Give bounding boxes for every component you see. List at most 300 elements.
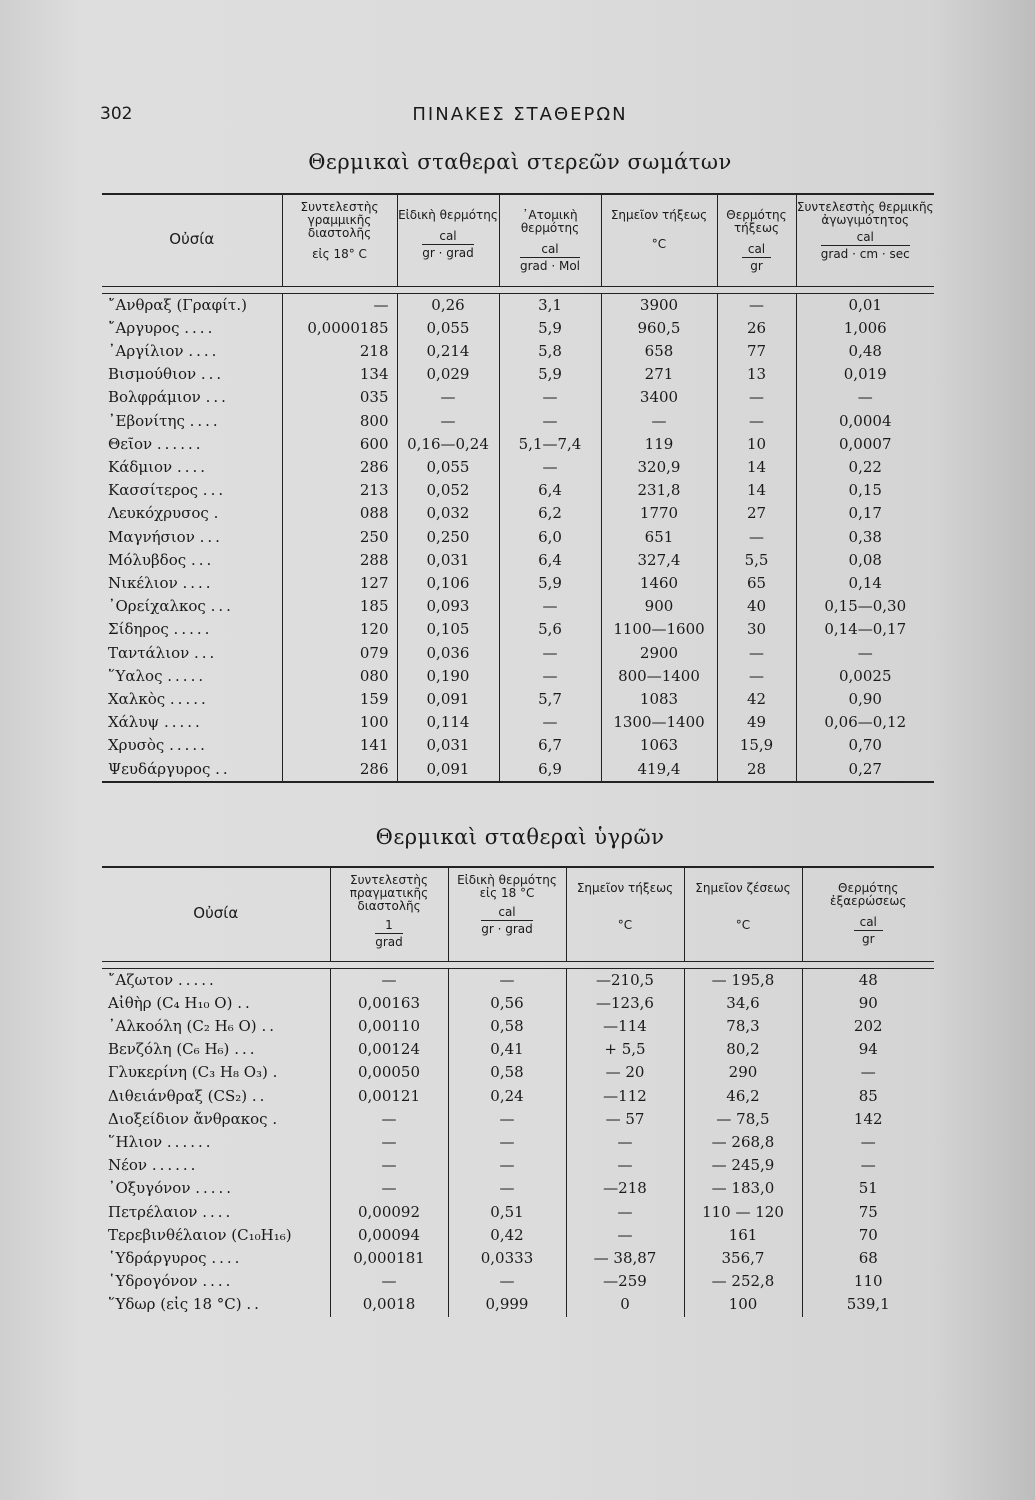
expansion-value: 600 [282, 433, 397, 456]
table-row [102, 1247, 934, 1270]
specific-heat-value: 0,58 [448, 1061, 566, 1084]
table-row [102, 526, 934, 549]
leader-dots: .... [176, 457, 209, 476]
specific-heat-value: 0,055 [397, 456, 499, 479]
boiling-point-value: 290 [684, 1061, 802, 1084]
expansion-value: — [330, 1270, 448, 1293]
conductivity-value: 0,70 [796, 734, 934, 757]
fusion-heat-value: 28 [717, 758, 796, 782]
melting-point-value: —210,5 [566, 968, 684, 992]
substance-name [102, 479, 282, 502]
melting-point-value: 658 [601, 340, 717, 363]
table-row [102, 502, 934, 525]
melting-point-value: —123,6 [566, 992, 684, 1015]
leader-dots: ..... [169, 736, 208, 755]
expansion-value: 159 [282, 688, 397, 711]
conductivity-value: 0,90 [796, 688, 934, 711]
leader-dots: .... [182, 573, 214, 592]
boiling-point-value: 34,6 [684, 992, 802, 1015]
specific-heat-value: 0,42 [448, 1224, 566, 1247]
fusion-heat-value: 26 [717, 317, 796, 340]
expansion-value: 120 [282, 618, 397, 641]
atomic-heat-value: 6,7 [499, 734, 601, 757]
substance-label: Βισμούθιον [108, 365, 197, 384]
table-row [102, 293, 934, 317]
atomic-heat-value: — [499, 386, 601, 409]
leader-dots: . [272, 1063, 281, 1082]
expansion-value: 035 [282, 386, 397, 409]
substance-name [102, 433, 282, 456]
specific-heat-value: — [397, 386, 499, 409]
leader-dots: .. [246, 1295, 262, 1314]
boiling-point-value: 100 [684, 1293, 802, 1316]
boiling-point-value: 46,2 [684, 1085, 802, 1108]
atomic-heat-value: 5,8 [499, 340, 601, 363]
expansion-value: 286 [282, 456, 397, 479]
conductivity-value: — [796, 642, 934, 665]
melting-point-value: 2900 [601, 642, 717, 665]
atomic-heat-value: — [499, 711, 601, 734]
atomic-heat-value: — [499, 595, 601, 618]
substance-label: ῎Αζωτον [108, 970, 174, 989]
liq-col-vaporization: Θερμότης ἐξαερώσεως $\frac{\text{cal}}{gr}$ [802, 867, 934, 961]
specific-heat-value: 0,091 [397, 688, 499, 711]
col-fusion-heat: Θερμότης τήξεως $\frac{\text{cal}}{gr}$ [717, 194, 796, 286]
specific-heat-value: 0,999 [448, 1293, 566, 1316]
substance-name [102, 1131, 330, 1154]
substance-label: Σίδηρος [108, 620, 169, 639]
leader-dots: ... [190, 550, 215, 569]
specific-heat-value: — [448, 1131, 566, 1154]
substance-name [102, 758, 282, 782]
atomic-heat-value: 5,9 [499, 317, 601, 340]
atomic-heat-value: 5,6 [499, 618, 601, 641]
leader-dots: ..... [167, 666, 207, 685]
substance-name [102, 386, 282, 409]
expansion-value: 800 [282, 410, 397, 433]
table-row [102, 1108, 934, 1131]
melting-point-value: —112 [566, 1085, 684, 1108]
boiling-point-value: 110 — 120 [684, 1201, 802, 1224]
leader-dots: ..... [177, 970, 217, 989]
conductivity-value: 0,0007 [796, 433, 934, 456]
atomic-heat-value: 6,9 [499, 758, 601, 782]
melting-point-value: 3900 [601, 293, 717, 317]
col-specific-heat: Εἰδικὴ θερμότης $\frac{\text{cal}}{\text{gr · grad}}$ [397, 194, 499, 286]
vaporization-heat-value: 90 [802, 992, 934, 1015]
melting-point-value: — [601, 410, 717, 433]
expansion-value: 134 [282, 363, 397, 386]
specific-heat-value: 0,26 [397, 293, 499, 317]
expansion-value: 286 [282, 758, 397, 782]
substance-name [102, 1270, 330, 1293]
melting-point-value: — [566, 1224, 684, 1247]
melting-point-value: 1083 [601, 688, 717, 711]
atomic-heat-value: 6,4 [499, 549, 601, 572]
substance-name [102, 1108, 330, 1131]
boiling-point-value: 80,2 [684, 1038, 802, 1061]
table-row [102, 363, 934, 386]
leader-dots: .... [188, 341, 220, 360]
melting-point-value: 231,8 [601, 479, 717, 502]
substance-label: Χάλυψ [108, 713, 160, 732]
fusion-heat-value: — [717, 665, 796, 688]
substance-label: ῞Υδωρ (εἰς 18 °C) [108, 1295, 242, 1314]
melting-point-value: — 57 [566, 1108, 684, 1131]
table-row [102, 1224, 934, 1247]
liq-col-expansion: Συντελεστὴς πραγματικῆς διαστολῆς $\frac{1}{\text{grad}}$ [330, 867, 448, 961]
fusion-heat-value: 65 [717, 572, 796, 595]
leader-dots: ..... [169, 689, 209, 708]
table-row [102, 410, 934, 433]
conductivity-value: 0,08 [796, 549, 934, 572]
specific-heat-value: 0,093 [397, 595, 499, 618]
substance-label: Τερεβινθέλαιον (C₁₀H₁₆) [108, 1225, 292, 1244]
substance-name [102, 1061, 330, 1084]
boiling-point-value: 356,7 [684, 1247, 802, 1270]
conductivity-value: 0,15—0,30 [796, 595, 934, 618]
atomic-heat-value: 5,9 [499, 572, 601, 595]
specific-heat-value: 0,0333 [448, 1247, 566, 1270]
substance-label: Θεῖον [108, 434, 153, 453]
substance-label: Βενζόλη (C₆ H₆) [108, 1040, 230, 1059]
expansion-value: 088 [282, 502, 397, 525]
substance-label: Διθειάνθραξ (CS₂) [108, 1086, 248, 1105]
fusion-heat-value: 10 [717, 433, 796, 456]
conductivity-value: 1,006 [796, 317, 934, 340]
table-row [102, 549, 934, 572]
substance-name [102, 456, 282, 479]
substance-label: ῞Ηλιον [108, 1132, 163, 1151]
melting-point-value: 1770 [601, 502, 717, 525]
specific-heat-value: 0,031 [397, 734, 499, 757]
solids-table [102, 193, 934, 783]
vaporization-heat-value: 202 [802, 1015, 934, 1038]
table-row [102, 665, 934, 688]
table-row [102, 595, 934, 618]
leader-dots: ..... [173, 620, 213, 639]
specific-heat-value: 0,032 [397, 502, 499, 525]
boiling-point-value: — 195,8 [684, 968, 802, 992]
leader-dots: . [213, 504, 222, 523]
substance-name [102, 317, 282, 340]
melting-point-value: 800—1400 [601, 665, 717, 688]
leader-dots: .. [215, 759, 231, 778]
leader-dots: ... [234, 1040, 258, 1059]
table-row [102, 688, 934, 711]
fusion-heat-value: 14 [717, 456, 796, 479]
fusion-heat-value: 27 [717, 502, 796, 525]
substance-name [102, 1015, 330, 1038]
boiling-point-value: — 183,0 [684, 1177, 802, 1200]
specific-heat-value: 0,105 [397, 618, 499, 641]
melting-point-value: 1300—1400 [601, 711, 717, 734]
substance-label: ᾿Αργίλιον [108, 341, 184, 360]
expansion-value: 079 [282, 642, 397, 665]
substance-name [102, 642, 282, 665]
melting-point-value: —259 [566, 1270, 684, 1293]
table-row [102, 1015, 934, 1038]
substance-name [102, 992, 330, 1015]
leader-dots: .. [261, 1016, 277, 1035]
table-row [102, 968, 934, 992]
table-row [102, 1293, 934, 1316]
melting-point-value: — 20 [566, 1061, 684, 1084]
page-header [100, 104, 940, 128]
substance-name [102, 688, 282, 711]
table-row [102, 433, 934, 456]
conductivity-value: 0,22 [796, 456, 934, 479]
leader-dots: ... [200, 365, 225, 384]
substance-label: Ταντάλιον [108, 643, 190, 662]
leader-dots: .. [237, 993, 253, 1012]
specific-heat-value: — [448, 1154, 566, 1177]
specific-heat-value: — [448, 1108, 566, 1131]
conductivity-value: 0,14—0,17 [796, 618, 934, 641]
leader-dots: ..... [163, 713, 203, 732]
leader-dots: ... [210, 597, 234, 616]
table-row [102, 642, 934, 665]
substance-label: ῾Υδράργυρος [108, 1248, 207, 1267]
substance-label: Νικέλιον [108, 573, 178, 592]
expansion-value: — [282, 293, 397, 317]
table-row [102, 992, 934, 1015]
expansion-value: 141 [282, 734, 397, 757]
fusion-heat-value: 5,5 [717, 549, 796, 572]
col-substance: Οὐσία [169, 230, 215, 249]
specific-heat-value: 0,114 [397, 711, 499, 734]
table-row [102, 1085, 934, 1108]
substance-label: Χαλκὸς [108, 689, 166, 708]
specific-heat-value: 0,16—0,24 [397, 433, 499, 456]
table-row [102, 456, 934, 479]
col-expansion: Συντελεστὴς γραμμικῆς διαστολῆς εἰς 18° C [282, 194, 397, 286]
substance-name [102, 1293, 330, 1316]
vaporization-heat-value: 110 [802, 1270, 934, 1293]
expansion-value: 0,00121 [330, 1085, 448, 1108]
specific-heat-value: 0,41 [448, 1038, 566, 1061]
expansion-value: 0,00124 [330, 1038, 448, 1061]
table-row [102, 734, 934, 757]
specific-heat-value: 0,190 [397, 665, 499, 688]
melting-point-value: 0 [566, 1293, 684, 1316]
substance-label: Κάδμιον [108, 457, 173, 476]
fusion-heat-value: — [717, 410, 796, 433]
vaporization-heat-value: — [802, 1154, 934, 1177]
fusion-heat-value: 40 [717, 595, 796, 618]
leader-dots: .... [184, 318, 216, 337]
table-row [102, 386, 934, 409]
substance-name [102, 1247, 330, 1270]
vaporization-heat-value: 539,1 [802, 1293, 934, 1316]
melting-point-value: 119 [601, 433, 717, 456]
vaporization-heat-value: 94 [802, 1038, 934, 1061]
leader-dots: ...... [166, 1132, 214, 1151]
vaporization-heat-value: — [802, 1061, 934, 1084]
table-row [102, 1038, 934, 1061]
table-row [102, 572, 934, 595]
solids-title: Θερμικαὶ σταθεραὶ στερεῶν σωμάτων [308, 150, 732, 174]
atomic-heat-value: — [499, 642, 601, 665]
fusion-heat-value: — [717, 642, 796, 665]
table-row [102, 317, 934, 340]
leader-dots: .... [211, 1248, 243, 1267]
expansion-value: 080 [282, 665, 397, 688]
specific-heat-value: 0,091 [397, 758, 499, 782]
liq-col-boiling: Σημεῖον ζέσεως °C [684, 867, 802, 961]
table-row [102, 1177, 934, 1200]
substance-label: ῎Αργυρος [108, 318, 180, 337]
specific-heat-value: 0,031 [397, 549, 499, 572]
substance-name [102, 1085, 330, 1108]
melting-point-value: 327,4 [601, 549, 717, 572]
atomic-heat-value: 5,1—7,4 [499, 433, 601, 456]
melting-point-value: — [566, 1131, 684, 1154]
melting-point-value: 651 [601, 526, 717, 549]
expansion-value: 288 [282, 549, 397, 572]
expansion-value: — [330, 1131, 448, 1154]
conductivity-value: 0,0025 [796, 665, 934, 688]
atomic-heat-value: 6,2 [499, 502, 601, 525]
col-melting-point: Σημεῖον τήξεως °C [601, 194, 717, 286]
specific-heat-value: 0,052 [397, 479, 499, 502]
fusion-heat-value: 15,9 [717, 734, 796, 757]
melting-point-value: 3400 [601, 386, 717, 409]
table-row [102, 1201, 934, 1224]
substance-name [102, 526, 282, 549]
atomic-heat-value: — [499, 410, 601, 433]
vaporization-heat-value: 75 [802, 1201, 934, 1224]
substance-name [102, 293, 282, 317]
expansion-value: 0,000181 [330, 1247, 448, 1270]
boiling-point-value: — 268,8 [684, 1131, 802, 1154]
table-row [102, 1061, 934, 1084]
table-row [102, 711, 934, 734]
melting-point-value: — [566, 1201, 684, 1224]
substance-label: Αἰθὴρ (C₄ H₁₀ O) [108, 993, 233, 1012]
substance-name [102, 618, 282, 641]
substance-label: Λευκόχρυσος [108, 504, 209, 523]
substance-name [102, 1224, 330, 1247]
substance-name [102, 1038, 330, 1061]
substance-name [102, 595, 282, 618]
table-row [102, 1131, 934, 1154]
boiling-point-value: 78,3 [684, 1015, 802, 1038]
fusion-heat-value: — [717, 386, 796, 409]
table-row [102, 1154, 934, 1177]
specific-heat-value: — [448, 1270, 566, 1293]
leader-dots: ... [202, 481, 227, 500]
leader-dots: .. [251, 1086, 268, 1105]
conductivity-value: 0,06—0,12 [796, 711, 934, 734]
leader-dots: ... [205, 388, 229, 407]
specific-heat-value: — [448, 968, 566, 992]
substance-name [102, 363, 282, 386]
expansion-value: 0,00094 [330, 1224, 448, 1247]
fusion-heat-value: 49 [717, 711, 796, 734]
substance-name [102, 410, 282, 433]
substance-name [102, 968, 330, 992]
liquids-table [102, 866, 934, 1317]
substance-name [102, 1201, 330, 1224]
atomic-heat-value: — [499, 665, 601, 688]
vaporization-heat-value: 142 [802, 1108, 934, 1131]
table-row [102, 340, 934, 363]
leader-dots: ... [194, 643, 218, 662]
atomic-heat-value: 3,1 [499, 293, 601, 317]
specific-heat-value: — [448, 1177, 566, 1200]
specific-heat-value: 0,51 [448, 1201, 566, 1224]
specific-heat-value: 0,036 [397, 642, 499, 665]
conductivity-value: 0,38 [796, 526, 934, 549]
boiling-point-value: — 245,9 [684, 1154, 802, 1177]
atomic-heat-value: 5,9 [499, 363, 601, 386]
conductivity-value: 0,0004 [796, 410, 934, 433]
substance-label: ῎Ανθραξ (Γραφίτ.) [108, 295, 247, 314]
specific-heat-value: 0,029 [397, 363, 499, 386]
vaporization-heat-value: 85 [802, 1085, 934, 1108]
fusion-heat-value: 42 [717, 688, 796, 711]
specific-heat-value: 0,055 [397, 317, 499, 340]
substance-label: Μαγνήσιον [108, 527, 195, 546]
melting-point-value: —218 [566, 1177, 684, 1200]
conductivity-value: 0,019 [796, 363, 934, 386]
fusion-heat-value: 14 [717, 479, 796, 502]
substance-label: Ψευδάργυρος [108, 759, 211, 778]
expansion-value: 0,00050 [330, 1061, 448, 1084]
substance-label: ᾿Αλκοόλη (C₂ H₆ O) [108, 1016, 257, 1035]
substance-label: Πετρέλαιον [108, 1202, 198, 1221]
substance-name [102, 502, 282, 525]
substance-label: Διοξείδιον ἄνθρακος [108, 1109, 268, 1128]
vaporization-heat-value: 48 [802, 968, 934, 992]
melting-point-value: 1063 [601, 734, 717, 757]
expansion-value: — [330, 968, 448, 992]
liq-col-melting: Σημεῖον τήξεως °C [566, 867, 684, 961]
specific-heat-value: 0,58 [448, 1015, 566, 1038]
melting-point-value: — 38,87 [566, 1247, 684, 1270]
leader-dots: ... [199, 527, 223, 546]
specific-heat-value: 0,250 [397, 526, 499, 549]
specific-heat-value: 0,24 [448, 1085, 566, 1108]
boiling-point-value: 161 [684, 1224, 802, 1247]
vaporization-heat-value: 70 [802, 1224, 934, 1247]
fusion-heat-value: — [717, 293, 796, 317]
specific-heat-value: 0,214 [397, 340, 499, 363]
specific-heat-value: 0,56 [448, 992, 566, 1015]
specific-heat-value: — [397, 410, 499, 433]
leader-dots: ...... [151, 1156, 199, 1175]
page-number: 302 [100, 104, 133, 124]
substance-name [102, 340, 282, 363]
conductivity-value: 0,17 [796, 502, 934, 525]
melting-point-value: + 5,5 [566, 1038, 684, 1061]
melting-point-value: 419,4 [601, 758, 717, 782]
substance-label: ῾Υδρογόνον [108, 1272, 198, 1291]
expansion-value: 127 [282, 572, 397, 595]
melting-point-value: — [566, 1154, 684, 1177]
conductivity-value: 0,15 [796, 479, 934, 502]
conductivity-value: 0,48 [796, 340, 934, 363]
substance-name [102, 734, 282, 757]
fusion-heat-value: — [717, 526, 796, 549]
substance-name [102, 711, 282, 734]
vaporization-heat-value: — [802, 1131, 934, 1154]
atomic-heat-value: 5,7 [499, 688, 601, 711]
table-row [102, 618, 934, 641]
substance-label: ᾿Εβονίτης [108, 411, 185, 430]
substance-label: ᾿Ορείχαλκος [108, 597, 206, 616]
